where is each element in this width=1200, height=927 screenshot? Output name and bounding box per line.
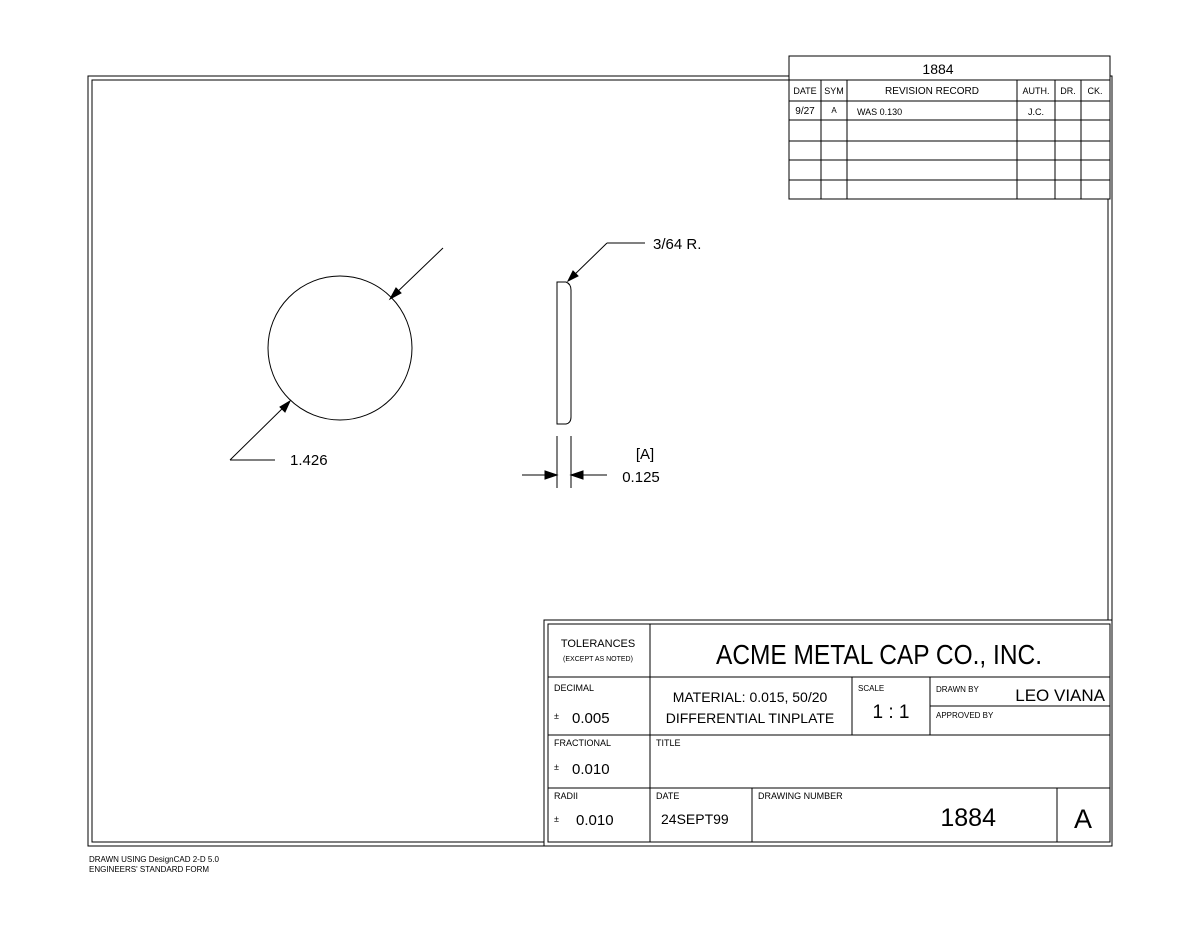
- edge-radius-dimension: 3/64 R.: [653, 236, 702, 253]
- diameter-leader-lower: [230, 403, 288, 460]
- revision-header-record: REVISION RECORD: [885, 86, 979, 97]
- revision-row-auth: J.C.: [1027, 107, 1045, 117]
- footer-form-note: ENGINEERS' STANDARD FORM: [89, 865, 210, 874]
- arrowhead-thickness-left-icon: [545, 471, 557, 479]
- thickness-note: [A]: [635, 446, 655, 463]
- radii-label: RADII: [554, 791, 579, 801]
- revision-header-dr: DR.: [1060, 86, 1076, 96]
- title-label: TITLE: [656, 738, 681, 748]
- approved-by-label: APPROVED BY: [936, 711, 994, 720]
- drawn-by-value: LEO VIANA: [1015, 686, 1105, 705]
- material-line-2: DIFFERENTIAL TINPLATE: [665, 710, 835, 726]
- date-value: 24SEPT99: [661, 811, 729, 827]
- revision-letter: A: [1073, 804, 1093, 834]
- decimal-plus-minus: ±: [554, 711, 559, 721]
- fractional-label: FRACTIONAL: [554, 738, 612, 748]
- company-name: ACME METAL CAP CO., INC.: [716, 639, 1042, 670]
- decimal-label: DECIMAL: [554, 683, 595, 693]
- material-line-1: MATERIAL: 0.015, 50/20: [672, 689, 828, 705]
- revision-row-record: WAS 0.130: [857, 107, 903, 117]
- revision-drawing-number: 1884: [922, 61, 954, 77]
- revision-header-auth: AUTH.: [1022, 86, 1050, 96]
- front-view: [230, 248, 443, 460]
- revision-block: [789, 56, 1110, 199]
- decimal-tolerance-value: 0.005: [572, 710, 610, 727]
- revision-header-sym: SYM: [824, 86, 844, 96]
- footer-software-note: DRAWN USING DesignCAD 2-D 5.0: [89, 855, 219, 864]
- scale-label: SCALE: [858, 684, 885, 693]
- fractional-tolerance-value: 0.010: [572, 761, 610, 778]
- drawing-number-value: 1884: [940, 804, 996, 832]
- scale-value: 1 : 1: [872, 702, 910, 723]
- radii-plus-minus: ±: [554, 814, 559, 824]
- revision-header-ck: CK.: [1087, 86, 1103, 96]
- side-view: [522, 243, 645, 488]
- tolerances-label: TOLERANCES: [560, 638, 636, 650]
- fractional-plus-minus: ±: [554, 762, 559, 772]
- arrowhead-lower-icon: [280, 401, 290, 412]
- revision-header-date: DATE: [793, 86, 817, 96]
- date-label: DATE: [656, 791, 680, 801]
- diameter-leader-upper: [392, 248, 443, 297]
- revision-row-sym: A: [831, 106, 837, 115]
- arrowhead-thickness-right-icon: [571, 471, 583, 479]
- drawing-number-label: DRAWING NUMBER: [758, 791, 843, 801]
- thickness-dimension: 0.125: [622, 469, 660, 486]
- drawn-by-label: DRAWN BY: [936, 685, 979, 694]
- revision-row-date: 9/27: [795, 106, 815, 117]
- diameter-dimension: 1.426: [290, 452, 328, 469]
- radii-tolerance-value: 0.010: [576, 812, 614, 829]
- tolerances-except-note: (EXCEPT AS NOTED): [563, 656, 633, 663]
- title-block: [544, 620, 1112, 846]
- cap-profile-outline: [557, 282, 571, 424]
